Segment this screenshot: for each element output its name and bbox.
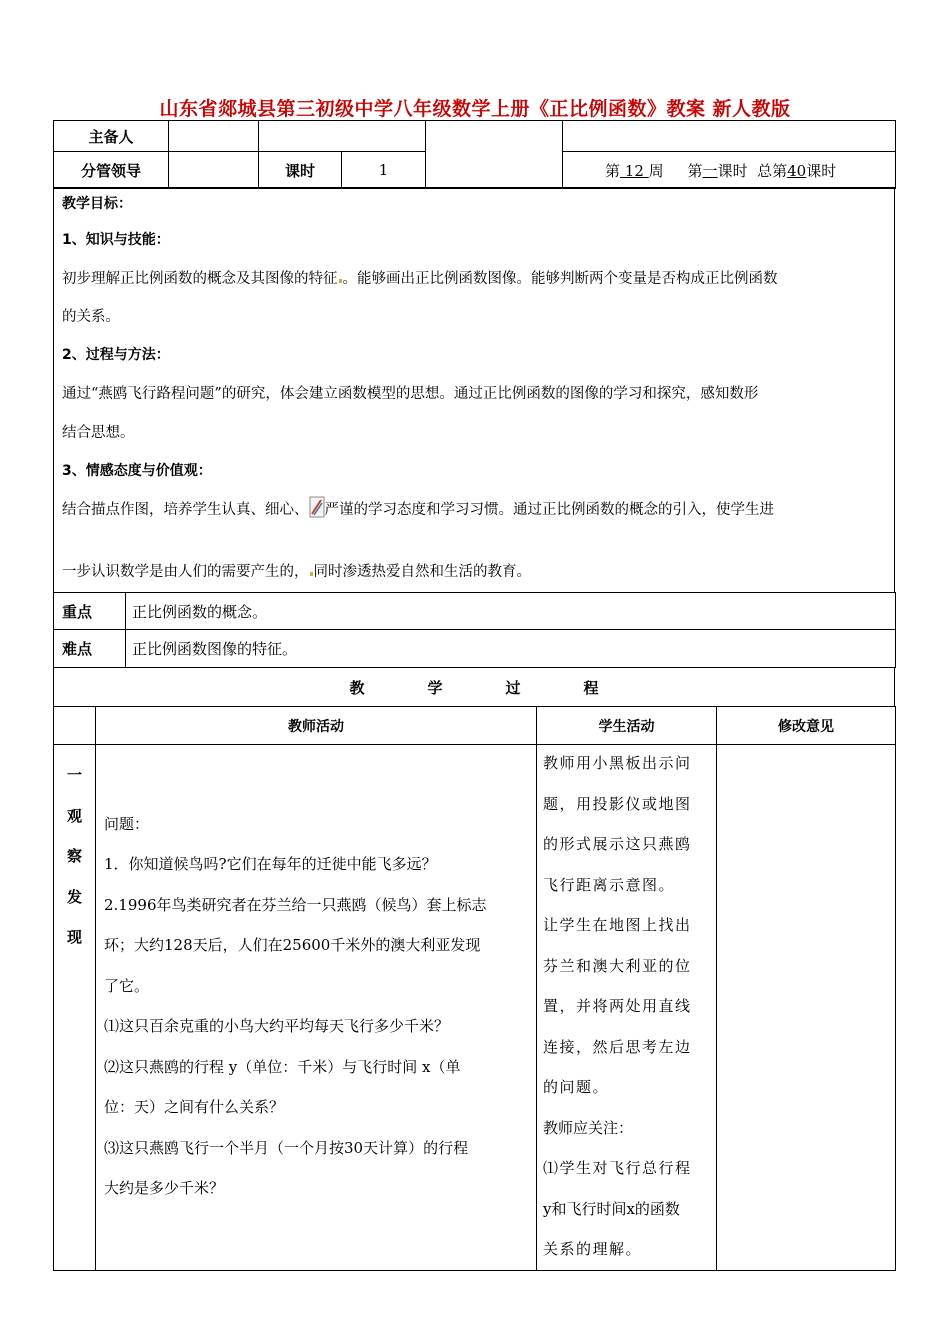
student-col-header: 学生活动 [537, 707, 717, 745]
period-value: 1 [342, 152, 426, 189]
preparer-value [169, 121, 259, 152]
difficulty-text: 正比例函数图像的特征。 [126, 630, 896, 668]
week-number [620, 162, 649, 180]
knowledge-text-1 [62, 260, 886, 298]
teacher-line: ⑴这只百余克重的小鸟大约平均每天飞行多少千米？ [104, 1017, 450, 1036]
focus-table [53, 592, 896, 668]
student-line: 的问题。 [543, 1078, 610, 1096]
stage-label [66, 755, 84, 958]
knowledge-heading-text: 1、知识与技能： [62, 232, 170, 248]
process-title [54, 668, 895, 707]
stage-cell [54, 745, 96, 1271]
week-suffix: 周 [648, 161, 664, 180]
attitude-text-1a: 结合描点作图，培养学生认真、细心、 [62, 502, 309, 518]
stage-char: 察 [66, 847, 82, 865]
key-point-text: 正比例函数的概念。 [126, 593, 896, 630]
student-line: 关系的理解。 [543, 1240, 643, 1258]
difficulty-label: 难点 [54, 630, 126, 668]
lesson-prefix: 第 [687, 161, 703, 180]
teacher-line: 位：天）之间有什么关系？ [104, 1098, 285, 1117]
knowledge-text-2: 的关系。 [62, 309, 120, 325]
preparer-blank [259, 121, 426, 152]
objectives-table [53, 187, 895, 593]
process-title-char: 教 [349, 678, 365, 697]
process-title-char: 过 [505, 678, 521, 697]
stage-char: 一 [66, 766, 82, 784]
student-line: 教师用小黑板出示问 [543, 754, 692, 772]
preparer-label: 主备人 [54, 121, 169, 152]
student-line: 题，用投影仪或地图 [543, 794, 692, 813]
attitude-text-2 [62, 552, 886, 592]
supervisor-value [169, 152, 259, 189]
attitude-heading: 3、情感态度与价值观： [62, 463, 212, 479]
student-line: 飞行距离示意图。 [543, 875, 676, 894]
process-table [53, 706, 896, 1271]
stage-header-blank [54, 707, 96, 745]
week-prefix: 第 [605, 161, 621, 180]
objectives-cell [54, 188, 895, 593]
embedded-image-icon [309, 496, 325, 518]
teacher-activity-cell [96, 745, 537, 1271]
stage-char: 发 [66, 887, 82, 906]
teacher-line: 1．你知道候鸟吗?它们在每年的迁徙中能飞多远？ [104, 855, 437, 874]
teacher-line: 问题： [104, 814, 150, 833]
teacher-line: 大约是多少千米？ [104, 1179, 225, 1198]
teacher-col-header: 教师活动 [96, 707, 537, 745]
knowledge-text-1a: 初步理解正比例函数的概念及其图像的特征 [62, 271, 338, 287]
revise-col-header: 修改意见 [717, 707, 896, 745]
total-suffix: 课时 [806, 161, 837, 180]
edit-marker [339, 279, 342, 283]
supervisor-label: 分管领导 [54, 152, 169, 189]
attitude-text-1 [62, 490, 886, 530]
student-line: 的形式展示这只燕鸥 [543, 835, 692, 853]
week-number-text: 12 [624, 161, 644, 180]
total-prefix: 总第 [757, 161, 788, 180]
blank-cell [426, 121, 563, 189]
process-heading-table [53, 667, 895, 707]
student-line: 让学生在地图上找出 [543, 916, 692, 934]
teacher-line: 了它。 [104, 976, 150, 995]
student-line: 芬兰和澳大利亚的位 [543, 956, 692, 975]
period-label: 课时 [259, 152, 342, 189]
objectives-heading: 教学目标： [62, 196, 132, 212]
process-text-2: 结合思想。 [62, 425, 135, 441]
teacher-line: 2.1996年鸟类研究者在芬兰给一只燕鸥（候鸟）套上标志 [104, 895, 487, 914]
knowledge-heading [62, 220, 886, 260]
attitude-text-1b: 严谨的学习态度和学习习惯。通过正比例函数的概念的引入，使学生进 [324, 502, 774, 518]
teacher-line: 环；大约128天后，人们在25600千米外的澳大利亚发现 [104, 936, 481, 955]
student-line: 教师应关注： [543, 1118, 634, 1137]
attitude-text-2a: 一步认识数学是由人们的需要产生的， [62, 564, 309, 580]
process-title-char: 学 [427, 678, 443, 697]
stage-char: 现 [66, 928, 82, 946]
lesson-number: 一 [702, 161, 718, 180]
teacher-line: ⑶这只燕鸥飞行一个半月（一个月按30天计算）的行程 [104, 1138, 469, 1157]
schedule-cell [563, 152, 896, 189]
student-line: 置，并将两处用直线 [543, 997, 692, 1015]
student-line: y和飞行时间x的函数 [543, 1199, 680, 1218]
student-line: ⑴学生对飞行总行程 [543, 1159, 692, 1177]
header-table [53, 120, 896, 189]
key-point-label: 重点 [54, 593, 126, 630]
process-text-1: 通过“燕鸥飞行路程问题”的研究，体会建立函数模型的思想。通过正比例函数的图像的学习和探究，感知数形 [62, 386, 759, 402]
total-number: 40 [787, 161, 807, 180]
top-right-blank [563, 121, 896, 152]
edit-marker-2 [310, 572, 313, 576]
lesson-suffix: 课时 [717, 161, 748, 180]
teacher-line: ⑵这只燕鸥的行程 y（单位：千米）与飞行时间 x（单 [104, 1057, 461, 1076]
process-heading: 2、过程与方法： [62, 347, 170, 363]
process-title-char: 程 [583, 678, 599, 697]
revision-cell [717, 745, 896, 1271]
student-activity-cell [537, 745, 717, 1271]
attitude-text-2b: 同时渗透热爱自然和生活的教育。 [313, 564, 531, 580]
knowledge-text-1b: 。能够画出正比例函数图像。能够判断两个变量是否构成正比例函数 [342, 271, 778, 287]
student-line: 连接，然后思考左边 [543, 1037, 692, 1056]
document-title: 山东省郯城县第三初级中学八年级数学上册《正比例函数》教案 新人教版 [159, 98, 791, 120]
stage-char: 观 [66, 806, 82, 825]
